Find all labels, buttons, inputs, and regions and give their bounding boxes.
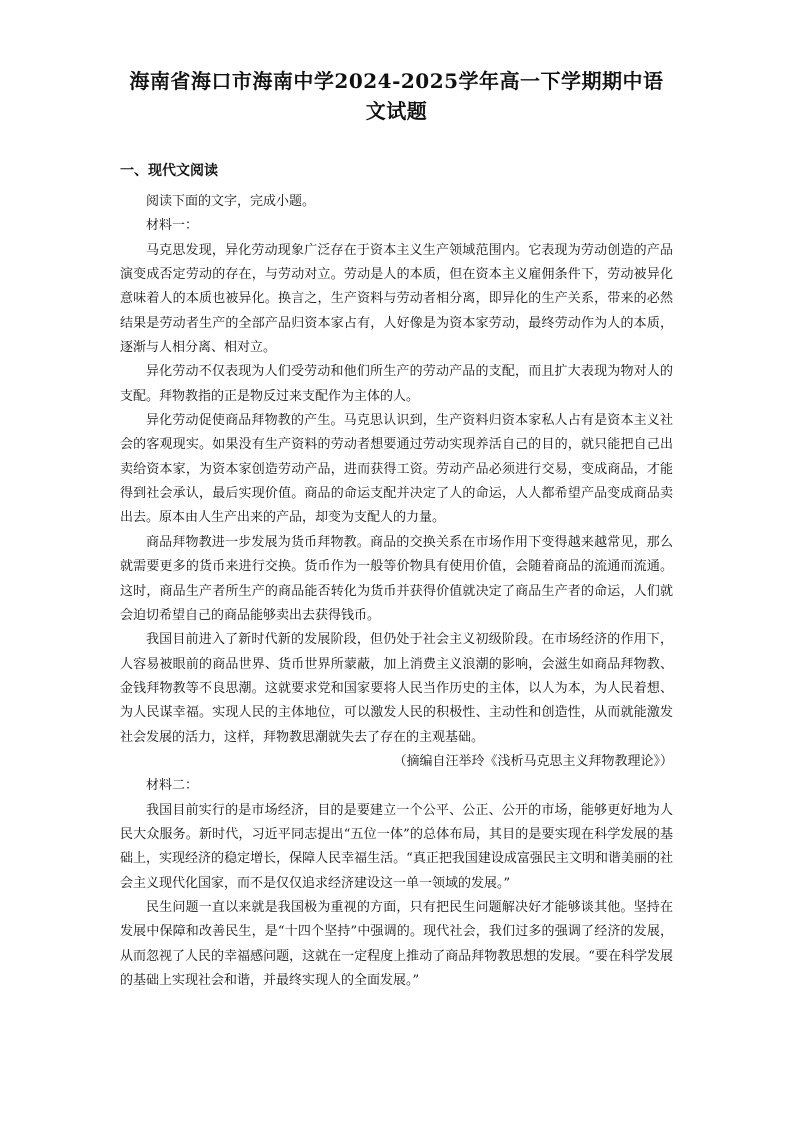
- material-1-paragraph: 商品拜物教进一步发展为货币拜物教。商品的交换关系在市场作用下变得越来越常见，那么就需要更多的货币来进行交换。货币作为一般等价物具有使用价值，会随着商品的流通而流通。这时，商品生产者所生产的商品能否转化为货币并获得价值就决定了商品生产者的命运，人们就会迫切希望自己的商品能够卖出去获得钱币。: [120, 534, 673, 623]
- material-2-label: 材料二：: [146, 778, 199, 794]
- material-1-paragraph: 异化劳动促使商品拜物教的产生。马克思认识到，生产资料归资本家私人占有是资本主义社会的客观现实。如果没有生产资料的劳动者想要通过劳动实现养活自己的目的，就只能把自己出卖给资本家，为资本家创造劳动产品，进而获得工资。劳动产品必须进行交易，变成商品，才能得到社会承认，最后实现价值。商品的命运支配并决定了人的命运，人人都希望产品变成商品卖出去。原本由人生产出来的产品，却变为支配人的力量。: [120, 413, 673, 526]
- material-1-paragraph: 马克思发现，异化劳动现象广泛存在于资本主义生产领域范围内。它表现为劳动创造的产品演变成否定劳动的存在，与劳动对立。劳动是人的本质，但在资本主义雇佣条件下，劳动被异化意味着人的本质也被异化。换言之，生产资料与劳动者相分离，即异化的生产关系，带来的必然结果是劳动者生产的全部产品归资本家占有，人好像是为资本家劳动，最终劳动作为人的本质，逐渐与人相分离、相对立。: [120, 242, 673, 356]
- document-title: [100, 66, 693, 126]
- material-2-paragraph: 民生问题一直以来就是我国极为重视的方面，只有把民生问题解决好才能够谈其他。坚持在发展中保障和改善民生，是“十四个坚持”中强调的。现代社会，我们过多的强调了经济的发展，从而忽视了人民的幸福感问题，这就在一定程度上推动了商品拜物教思想的发展。“要在科学发展的基础上实现社会和谐，并最终实现人的全面发展。”: [120, 899, 673, 988]
- title-line-1: 海南省海口市海南中学2024-2025学年高一下学期期中语: [129, 69, 664, 93]
- material-1-source: （摘编自汪举玲《浅析马克思主义拜物教理论》）: [393, 753, 673, 769]
- instruction-text: 阅读下面的文字，完成小题。: [146, 194, 316, 209]
- material-1-paragraph: 异化劳动不仅表现为人们受劳动和他们所生产的劳动产品的支配，而且扩大表现为物对人的支配。拜物教指的正是物反过来支配作为主体的人。: [120, 364, 673, 404]
- section-heading: 一、现代文阅读: [120, 163, 218, 179]
- reading-passage: [120, 190, 673, 993]
- material-1-label: 材料一：: [146, 218, 199, 234]
- material-2-paragraph: 我国目前实行的是市场经济，目的是要建立一个公平、公正、公开的市场，能够更好地为人民大众服务。新时代，习近平同志提出“五位一体”的总体布局，其目的是要实现在科学发展的基础上，实现经济的稳定增长，保障人民幸福生活。“真正把我国建设成富强民主文明和谐美丽的社会主义现代化国家，而不是仅仅追求经济建设这一单一领域的发展。”: [120, 802, 673, 891]
- material-1-paragraph: 我国目前进入了新时代新的发展阶段，但仍处于社会主义初级阶段。在市场经济的作用下，人容易被眼前的商品世界、货币世界所蒙蔽，加上消费主义浪潮的影响，会滋生如商品拜物教、金钱拜物教等不良思潮。这就要求党和国家要将人民当作历史的主体，以人为本，为人民着想、为人民谋幸福。实现人民的主体地位，可以激发人民的积极性、主动性和创造性，从而就能激发社会发展的活力，这样，拜物教思潮就失去了存在的主观基础。: [120, 632, 673, 745]
- title-line-2: 文试题: [365, 99, 428, 123]
